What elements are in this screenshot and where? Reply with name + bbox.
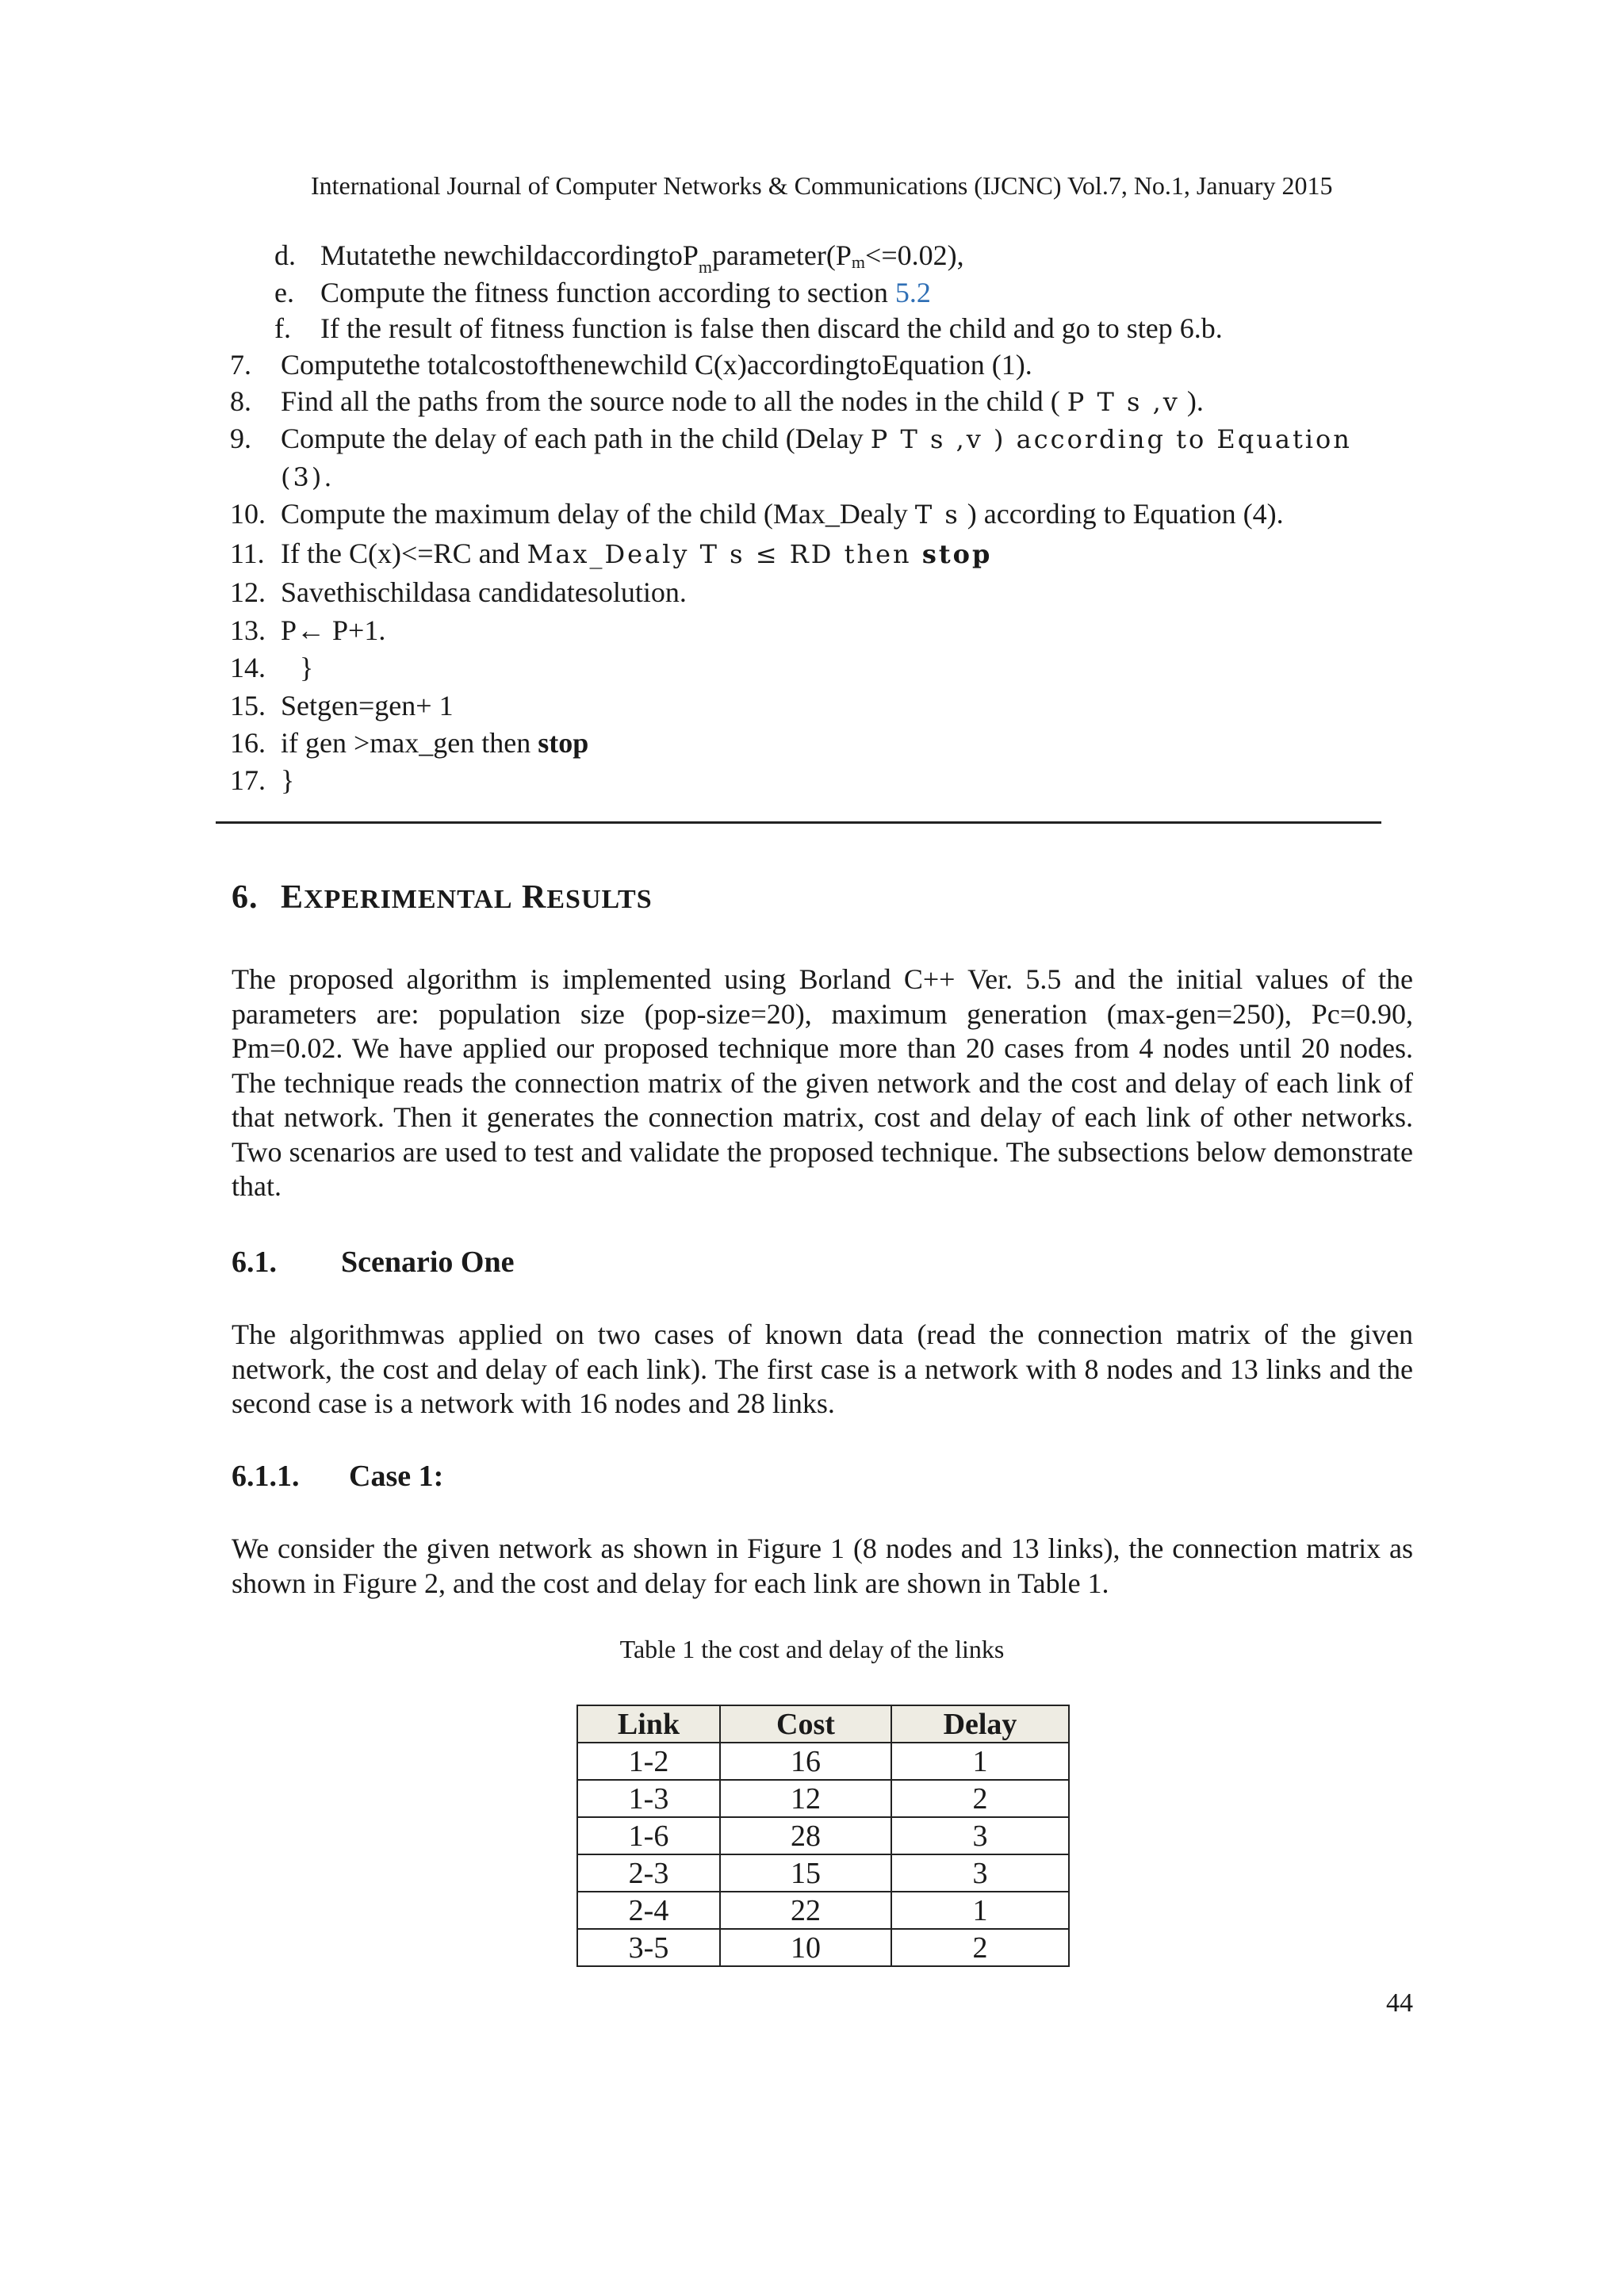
section-title	[232, 878, 653, 916]
step-text: Compute the maximum delay of the child (Max_Dealy	[281, 498, 915, 530]
section-link[interactable]: 5.2	[894, 277, 931, 308]
table-cell: 3	[891, 1854, 1069, 1892]
table-cell: 1	[891, 1892, 1069, 1929]
step-number: 9.	[230, 423, 251, 454]
step-number: 10.	[230, 498, 266, 530]
table-cell: 2-4	[577, 1892, 720, 1929]
table-row	[577, 1929, 1069, 1966]
cost-delay-table	[576, 1705, 1070, 1967]
table-cell: 3	[891, 1817, 1069, 1854]
step-text: Mutatethe newchildaccordingtoP	[320, 239, 699, 271]
intro-paragraph: The proposed algorithm is implemented using Borland C++ Ver. 5.5 and the initial values of the parameters are: population size (pop-size=20), maximum generation (max-gen=250), Pc=0.90, Pm=0.02. We have applied our proposed technique more than 20 cases from 4 nodes until 20 nodes. The technique reads the connection matrix of the given network and the cost and delay of each link of that network. Then it generates the connection matrix, cost and delay of each link of other networks. Two scenarios are used to test and validate the proposed technique. The subsections below demonstrate that.	[232, 963, 1413, 1202]
step-text: <=0.02),	[865, 239, 964, 271]
math-expression: T s	[914, 499, 960, 530]
math-expression: Max_Dealy T s	[527, 539, 745, 569]
step-label: e.	[274, 277, 294, 308]
table-header-row	[577, 1705, 1069, 1743]
table-cell: 3-5	[577, 1929, 720, 1966]
algorithm-step-e	[274, 274, 1464, 312]
step-number: 13.	[230, 614, 266, 646]
table-row	[577, 1780, 1069, 1817]
step-number: 12.	[230, 576, 266, 608]
title-cap: R	[522, 879, 547, 916]
algorithm-step-11	[230, 534, 1419, 573]
algorithm-step-14	[230, 649, 1419, 687]
step-text: ≤ RD then	[745, 539, 922, 569]
algorithm-step-17	[230, 761, 1419, 799]
step-text: Setgen=gen+ 1	[281, 690, 454, 721]
title-smallcaps: ESULTS	[546, 885, 653, 914]
algorithm-step-7	[230, 346, 1419, 384]
case1-paragraph: We consider the given network as shown in Figure 1 (8 nodes and 13 links), the connection matrix as shown in Figure 2, and the cost and delay for each link are shown in Table 1.	[232, 1533, 1413, 1599]
subsection-number: 6.1.1.	[232, 1460, 300, 1493]
column-header: Link	[577, 1705, 720, 1743]
step-text: Compute the fitness function according to section	[320, 277, 895, 308]
step-text: parameter(P	[711, 239, 852, 271]
title-cap: E	[281, 879, 304, 916]
title-smallcaps: XPERIMENTAL	[304, 885, 513, 914]
column-header: Delay	[891, 1705, 1069, 1743]
algorithm-step-12	[230, 573, 1419, 611]
algorithm-step-9-cont: (3).	[281, 462, 335, 492]
table-cell: 15	[720, 1854, 891, 1892]
scenario-one-paragraph: The algorithmwas applied on two cases of known data (read the connection matrix of the given network, the cost and delay of each link). The first case is a network with 8 nodes and 13 links and the second case is a network with 16 nodes and 28 links.	[232, 1318, 1413, 1419]
step-number: 11.	[230, 538, 265, 569]
table-cell: 1-6	[577, 1817, 720, 1854]
step-text: P← P+1.	[281, 614, 386, 646]
page-number: 44	[1386, 1988, 1413, 2018]
table-row	[577, 1854, 1069, 1892]
step-text: Find all the paths from the source node to all the nodes in the child (	[281, 385, 1067, 417]
math-expression: P T s ,v	[870, 424, 983, 454]
step-number: 14.	[230, 652, 266, 683]
table-cell: 28	[720, 1817, 891, 1854]
algorithm-step-d	[274, 236, 1464, 278]
algorithm-step-8	[230, 382, 1419, 421]
step-text: Compute the delay of each path in the child (Delay	[281, 423, 871, 454]
algorithm-step-16	[230, 724, 1419, 762]
table-cell: 12	[720, 1780, 891, 1817]
table-cell: 1	[891, 1743, 1069, 1780]
journal-header: International Journal of Computer Networks & Communications (IJCNC) Vol.7, No.1, January 2015	[311, 171, 1333, 200]
table-cell: 2	[891, 1929, 1069, 1966]
step-text: ).	[1179, 385, 1204, 417]
step-label: d.	[274, 239, 296, 271]
table-row	[577, 1892, 1069, 1929]
subsection-title: Scenario One	[341, 1246, 515, 1279]
subsection-title: Case 1:	[349, 1460, 444, 1493]
step-number: 15.	[230, 690, 266, 721]
step-text: if gen >max_gen then	[281, 727, 538, 759]
algorithm-step-15	[230, 687, 1419, 725]
table-cell: 16	[720, 1743, 891, 1780]
subscript: m	[851, 252, 866, 272]
subsection-6-1-1-heading	[232, 1459, 443, 1494]
column-header: Cost	[720, 1705, 891, 1743]
subsection-number: 6.1.	[232, 1246, 277, 1279]
step-text: If the result of fitness function is false then discard the child and go to step 6.b.	[320, 312, 1223, 344]
step-number: 8.	[230, 385, 251, 417]
step-text: ) according to Equation	[982, 424, 1352, 454]
table-row	[577, 1743, 1069, 1780]
step-text: Savethischildasa candidatesolution.	[281, 576, 687, 608]
section-number: 6.	[232, 879, 259, 916]
step-text: Computethe totalcostofthenewchild C(x)accordingtoEquation (1).	[281, 349, 1032, 381]
step-number: 17.	[230, 764, 266, 796]
subsection-6-1-heading	[232, 1245, 514, 1280]
table-caption: Table 1 the cost and delay of the links	[619, 1635, 1005, 1663]
table-cell: 22	[720, 1892, 891, 1929]
table-cell: 10	[720, 1929, 891, 1966]
algorithm-step-f	[274, 309, 1464, 347]
step-number: 7.	[230, 349, 251, 381]
table-cell: 2	[891, 1780, 1069, 1817]
table-cell: 1-2	[577, 1743, 720, 1780]
math-expression: P T s ,v	[1067, 387, 1180, 417]
step-number: 16.	[230, 727, 266, 759]
step-label: f.	[274, 312, 291, 344]
step-text: If the C(x)<=RC and	[281, 538, 527, 569]
algorithm-step-13	[230, 611, 1419, 649]
algorithm-step-10	[230, 495, 1419, 534]
table-cell: 1-3	[577, 1780, 720, 1817]
stop-keyword: stop	[921, 539, 993, 569]
algorithm-end-rule	[216, 821, 1381, 824]
table-row	[577, 1817, 1069, 1854]
step-text: ) according to Equation (4).	[959, 498, 1284, 530]
algorithm-step-9	[230, 419, 1419, 458]
step-text: }	[300, 652, 314, 683]
step-text: }	[281, 764, 295, 796]
subscript: m	[698, 257, 712, 277]
stop-keyword: stop	[538, 727, 589, 759]
table-cell: 2-3	[577, 1854, 720, 1892]
